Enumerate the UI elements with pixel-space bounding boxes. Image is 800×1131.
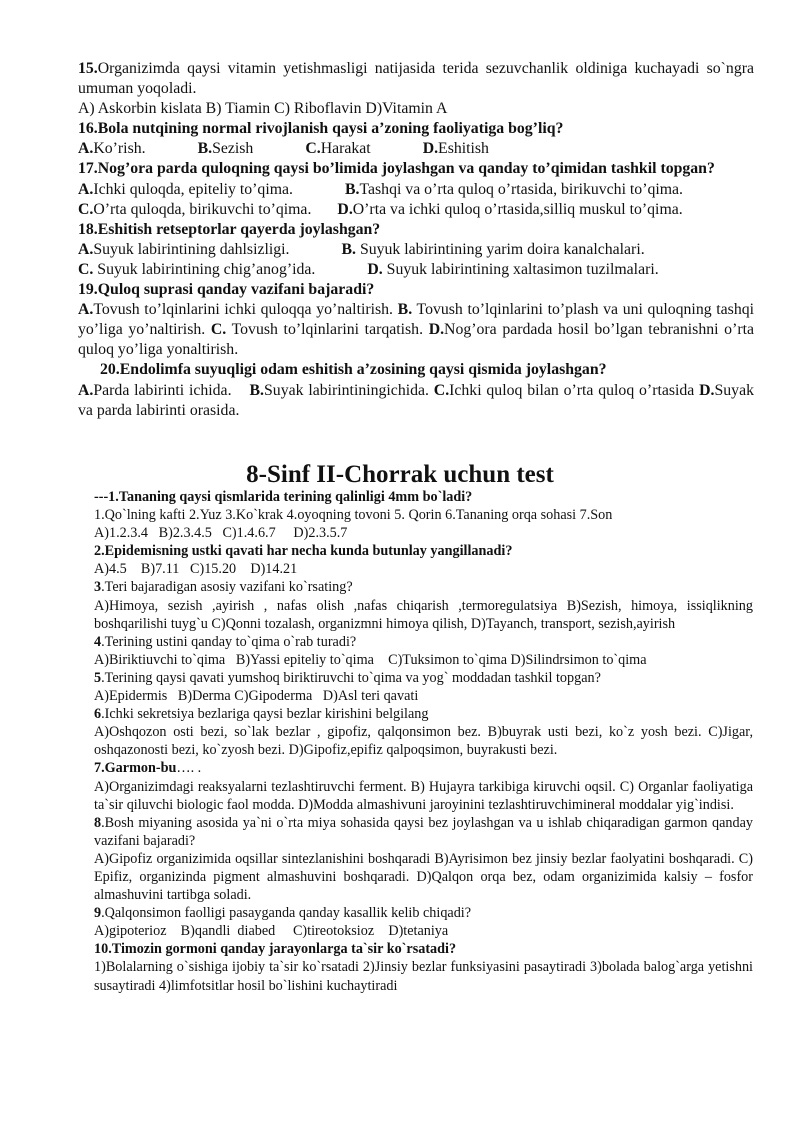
option-text: Tovush to’lqinlarini tarqatish.: [226, 321, 429, 339]
question-2: 2.Epidemisning ustki qavati har necha kunda butunlay yangillanadi?: [94, 543, 513, 560]
option-text: Sezish: [212, 140, 254, 158]
option-text: Suyak va parda labirinti orasida.: [78, 381, 754, 419]
option-key: B.: [249, 381, 265, 399]
option-text: Nog’ora pardada hosil bo’lgan tebranishni o’rta quloq yo’liga yonaltirish.: [78, 321, 754, 359]
option-text: Harakat: [320, 140, 371, 158]
option-text: Suyak labirintiningichida.: [264, 381, 434, 399]
list-1: 1.Qo`lning kafti 2.Yuz 3.Ko`krak 4.oyoqning tovoni 5. Qorin 6.Tananing orqa sohasi 7.Son: [94, 507, 613, 524]
option-text: Parda labirinti ichida.: [93, 381, 232, 399]
question-20: 20.Endolimfa suyuqligi odam eshitish a’zosining qaysi qismida joylashgan?: [100, 361, 607, 379]
question-number: 9: [94, 905, 102, 922]
option-key: D.: [428, 321, 445, 339]
answers-2: A)4.5 B)7.11 C)15.20 D)14.21: [94, 561, 298, 578]
question-number: 8: [94, 814, 102, 831]
question-ellipsis: …. .: [176, 760, 202, 777]
option-text: Suyuk labirintining yarim doira kanalchalari.: [356, 240, 645, 258]
answers-6: A)Oshqozon osti bezi, so`lak bezlar , gipofiz, qalqonsimon bez. B)buyrak usti bezi, ko`z yosh bezi. C)Jigar, oshqazonosti bezi, ko`zyosh bezi. D)Gipofiz,epifiz qalpoqsimon, buyrakusti bezi.: [94, 724, 753, 759]
answers-8: A)Gipofiz organizimida oqsillar sintezlanishini boshqaradi B)Ayrisimon bez jinsiy bezlar faolyatini boshqaradi. C) Epifiz, organizinda pigment almashuvini boshqaradi. D)Qalqon orqa bez, odam organizimida kalsiy – fosfor almashuvini tartibga soladi.: [94, 850, 753, 904]
question-10: 10.Timozin gormoni qanday jarayonlarga ta`sir ko`rsatadi?: [94, 941, 457, 958]
answers-10: 1)Bolalarning o`sishiga ijobiy ta`sir ko`rsatadi 2)Jinsiy bezlar funksiyasini pasaytiradi 3)bolada balog`arga yetishni susaytiradi 4)limfotsitlar hosil bo`lishini kuchaytiradi: [94, 959, 753, 994]
option-text: O’rta quloqda, birikuvchi to’qima.: [93, 200, 312, 218]
option-text: Suyuk labirintining chig’anog’ida.: [93, 260, 316, 278]
option-key: C.: [78, 200, 94, 218]
option-key: D.: [367, 260, 383, 278]
answers-15: A) Askorbin kislata B) Tiamin C) Riboflavin D)Vitamin A: [78, 100, 448, 118]
option-key: A.: [78, 381, 94, 399]
question-text: .Teri bajaradigan asosiy vazifani ko`rsating?: [101, 579, 353, 596]
option-key: C.: [433, 381, 450, 399]
option-text: Suyuk labirintining xaltasimon tuzilmalari.: [382, 260, 659, 278]
option-text: Tovush to’lqinlarini ichki quloqqa yo’naltirish.: [93, 301, 398, 319]
question-number: 3: [94, 579, 102, 596]
question-number: 5: [94, 669, 102, 686]
question-text: .Bosh miyaning asosida ya`ni o`rta miya sohasida qaysi bez joylashgan va u ishlab chiqaradigan garmon qanday vazifani bajaradi?: [94, 814, 753, 849]
answers-1: A)1.2.3.4 B)2.3.4.5 C)1.4.6.7 D)2.3.5.7: [94, 525, 348, 542]
question-17: 17.Nog’ora parda quloqning qaysi bo’limida joylashgan va qanday to’qimidan tashkil topgan?: [78, 160, 715, 178]
answers-4: A)Biriktiuvchi to`qima B)Yassi epiteliy to`qima C)Tuksimon to`qima D)Silindrsimon to`qima: [94, 651, 647, 668]
option-text: Ko’rish.: [93, 140, 146, 158]
question-1: ---1.Tananing qaysi qismlarida terining qalinligi 4mm bo`ladi?: [94, 489, 473, 505]
question-18: 18.Eshitish retseptorlar qayerda joylashgan?: [78, 220, 381, 238]
answers-3: A)Himoya, sezish ,ayirish , nafas olish ,nafas chiqarish ,termoregulatsiya B)Sezish, himoya, issiqlikning boshqarilishi tuyg`u C)Qonni tozalash, organizmni himoya qilish, D)Tayanch, transport, sezish,ayirish: [94, 597, 753, 632]
question-5: [94, 669, 753, 687]
question-text: .Qalqonsimon faolligi pasayganda qanday kasallik kelib chiqadi?: [101, 905, 472, 922]
question-7: [94, 759, 753, 777]
question-19: 19.Quloq suprasi qanday vazifani bajaradi?: [78, 281, 375, 299]
answers-5: A)Epidermis B)Derma C)Gipoderma D)Asl teri qavati: [94, 688, 419, 705]
answers-9: A)gipoterioz B)qandli diabed C)tireotoksioz D)tetaniya: [94, 923, 449, 940]
option-text: Ichki quloqda, epiteliy to’qima.: [93, 180, 293, 198]
question-text: Organizimda qaysi vitamin yetishmasligi natijasida terida sezuvchanlik oldiniga kuchayadi so`ngra umuman yoqoladi.: [78, 60, 754, 98]
option-key: B.: [397, 301, 413, 319]
option-key: A.: [78, 180, 94, 198]
option-key: C.: [210, 321, 227, 339]
option-text: Ichki quloq bilan o’rta quloq o’rtasida: [449, 381, 700, 399]
question-number: 15.: [78, 60, 98, 77]
option-key: A.: [78, 301, 94, 319]
option-text: Tashqi va o’rta quloq o’rtasida, birikuvchi to’qima.: [359, 180, 683, 198]
question-text: .Terining qaysi qavati yumshoq biriktiruvchi to`qima va yog` moddadan tashkil topgan?: [101, 669, 601, 686]
option-key: B.: [341, 240, 356, 258]
option-key: B.: [197, 140, 213, 158]
answers-7: A)Organizimdagi reaksyalarni tezlashtiruvchi ferment. B) Hujayra tarkibiga kiruvchi oqsil. C) Organlar faoliyatiga ta`sir qiluvchi biologic faol modda. D)Modda almashivuni jaroyinini tezlashtiruvchimineral moddalar yig`indisi.: [94, 778, 753, 813]
option-key: C.: [305, 140, 321, 158]
option-text: O’rta va ichki quloq o’rtasida,silliq muskul to’qima.: [352, 200, 683, 218]
question-6: [94, 705, 753, 723]
option-key: A.: [78, 240, 94, 258]
question-9: [94, 904, 753, 922]
question-8: [94, 814, 753, 850]
option-text: Suyuk labirintining dahlsizligi.: [93, 240, 290, 258]
question-text: .Ichki sekretsiya bezlariga qaysi bezlar kirishini belgilang: [101, 706, 429, 723]
question-3: [94, 578, 753, 596]
question-text: .Terining ustini qanday to`qima o`rab turadi?: [101, 633, 357, 650]
question-number: 6: [94, 706, 102, 723]
option-key: B.: [344, 180, 360, 198]
question-text: 7.Garmon-bu: [94, 760, 177, 777]
option-key: D.: [337, 200, 353, 218]
option-text: Eshitish: [438, 140, 489, 158]
option-key: D.: [422, 140, 439, 158]
option-key: A.: [78, 140, 94, 158]
question-number: 4: [94, 633, 102, 650]
option-key: C.: [78, 260, 94, 278]
question-16: 16.Bola nutqining normal rivojlanish qaysi a’zoning faoliyatiga bog’liq?: [78, 120, 564, 138]
option-key: D.: [699, 381, 715, 399]
question-4: [94, 633, 753, 651]
option-text: Tovush to’lqinlarini to’plash va uni quloqning tashqi yo’liga yo’naltirish.: [78, 301, 754, 339]
section-title: 8-Sinf II-Chorrak uchun test: [246, 461, 554, 488]
